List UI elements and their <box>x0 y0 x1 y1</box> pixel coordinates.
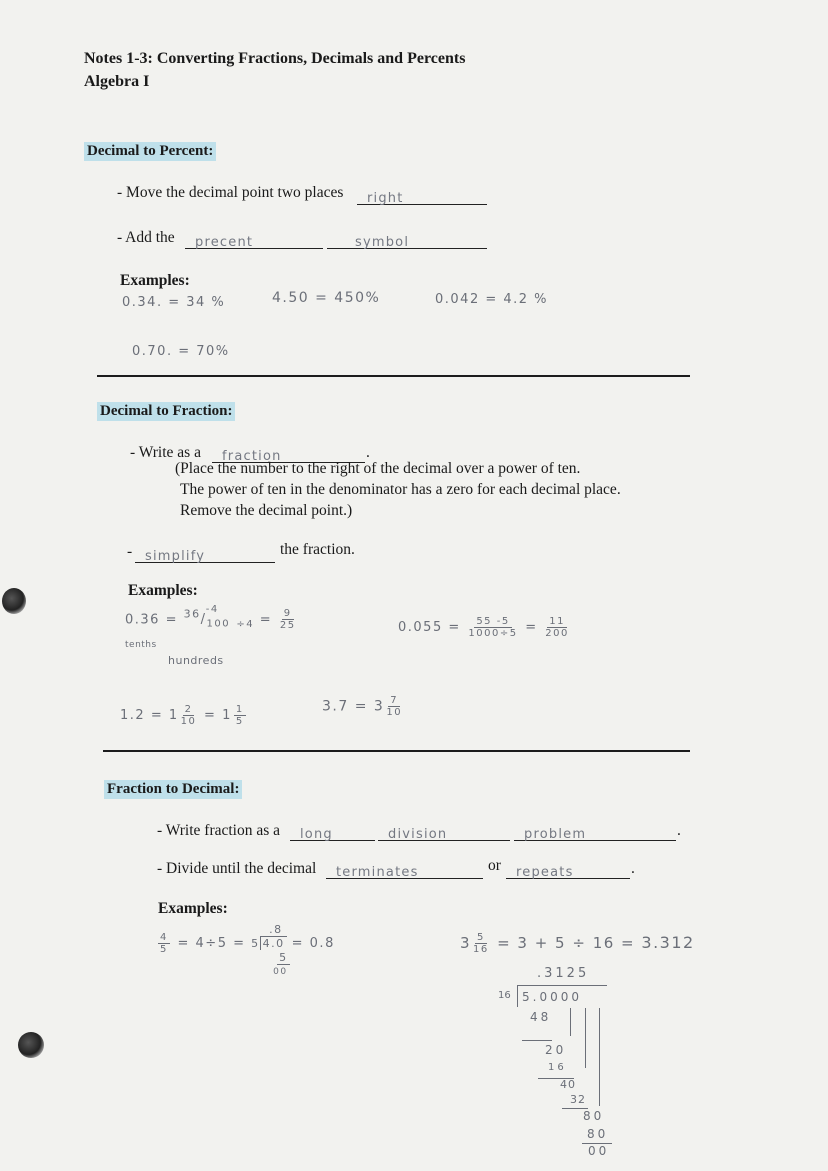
rule-add-the: - Add the <box>117 229 175 246</box>
answer-blank <box>326 860 483 879</box>
fraction: $\frac{1}{5}$ <box>235 704 244 727</box>
divide-note: -4 <box>205 604 219 615</box>
fraction: $\frac{9}{25}$ <box>279 608 296 632</box>
answer-blank <box>378 822 510 841</box>
handwritten-answer: symbol <box>355 235 410 250</box>
page-subtitle: Algebra I <box>84 73 150 90</box>
handwritten-answer: division <box>388 827 448 842</box>
handwritten-answer: precent <box>195 235 254 250</box>
rule-move-decimal: - Move the decimal point two places <box>117 184 344 201</box>
example: 0.34. = 34 % <box>122 295 226 310</box>
section-divider <box>103 750 690 752</box>
example-3-5-16 <box>460 932 695 955</box>
note-line: (Place the number to the right of the decimal over a power of ten. <box>175 460 581 477</box>
rule-divide-until: - Divide until the decimal <box>157 860 317 877</box>
section-heading-fraction-to-decimal: Fraction to Decimal: <box>104 780 242 799</box>
example-1-2 <box>120 704 248 727</box>
handwritten-answer: repeats <box>516 865 574 880</box>
equals: = <box>150 708 164 723</box>
result: 3.312 <box>641 933 695 952</box>
divisor: 16 <box>498 990 511 1001</box>
rule-write-fraction: - Write fraction as a <box>157 822 281 839</box>
bring-down-arrow-line <box>570 1008 571 1036</box>
step: = 3 + 5 ÷ 16 = <box>497 934 636 952</box>
section-divider <box>97 375 690 377</box>
examples-label: Examples: <box>120 272 190 289</box>
handwritten-answer: fraction <box>222 449 282 464</box>
section-heading-decimal-to-fraction: Decimal to Fraction: <box>97 402 235 421</box>
fraction: $\frac{11}{200}$ <box>545 616 569 639</box>
decimal: 0.055 <box>398 620 443 635</box>
example: 0.042 = 4.2 % <box>435 292 549 307</box>
fraction: $^{36}/_{100}$ <box>183 608 231 630</box>
fraction: $\frac{55 -5}{1000\div 5}$ <box>468 616 518 639</box>
label-hundreds: hundreds <box>168 654 224 667</box>
period: . <box>677 822 681 839</box>
handwritten-answer: terminates <box>336 865 419 880</box>
step: 16 <box>548 1062 567 1073</box>
answer-blank <box>327 230 487 249</box>
answer-blank <box>135 544 275 563</box>
step: 48 <box>530 1010 552 1024</box>
examples-label: Examples: <box>158 900 228 917</box>
result: = 0.8 <box>291 936 335 951</box>
section-heading-decimal-to-percent: Decimal to Percent: <box>84 142 216 161</box>
whole: 1 <box>168 708 179 723</box>
bring-down-arrow-line <box>585 1008 586 1068</box>
equals: = <box>354 698 368 715</box>
example-3-7 <box>322 695 404 718</box>
fraction: $\frac{2}{10}$ <box>180 704 197 727</box>
example-0-36 <box>125 604 298 632</box>
step: 00 <box>588 1144 610 1158</box>
handwritten-answer: right <box>367 191 404 206</box>
page-title: Notes 1-3: Converting Fractions, Decimals and Percents <box>84 50 466 67</box>
answer-blank <box>514 822 676 841</box>
or-text: or <box>488 857 501 874</box>
punch-hole <box>2 588 26 614</box>
bring-down-arrow-line <box>599 1008 600 1106</box>
handwritten-answer: long <box>300 827 333 842</box>
equals: = <box>204 708 217 723</box>
fraction: $\frac{5}{16}$ <box>473 932 489 955</box>
example: 0.70. = 70% <box>132 344 230 359</box>
fraction: $\frac{7}{10}$ <box>386 695 403 718</box>
example: 4.50 = 450% <box>272 290 381 306</box>
step: 20 <box>545 1043 567 1057</box>
step: 40 <box>560 1078 576 1091</box>
division-bracket <box>517 985 518 1007</box>
whole: 3 <box>460 934 472 952</box>
equals: = <box>448 620 461 635</box>
answer-blank <box>290 822 375 841</box>
equals: = <box>165 612 178 628</box>
dividend: 5.0000 <box>522 990 582 1004</box>
period: . <box>366 444 370 461</box>
decimal: 0.36 <box>125 612 160 628</box>
rule-write-as: - Write as a <box>130 444 201 461</box>
divide-note: ÷4 <box>236 618 255 630</box>
example-0-055 <box>398 616 571 639</box>
equals: = <box>525 620 538 635</box>
answer-blank <box>185 230 323 249</box>
step: = 4÷5 = <box>177 936 246 951</box>
example-4-5 <box>156 923 335 977</box>
step: 80 <box>587 1127 609 1141</box>
division-bar <box>517 985 607 986</box>
handwritten-answer: simplify <box>145 549 206 564</box>
quotient: .3125 <box>537 966 590 981</box>
dash: - <box>127 543 133 560</box>
note-line: The power of ten in the denominator has a zero for each decimal place. <box>180 481 621 498</box>
punch-hole <box>18 1032 44 1058</box>
step: 80 <box>583 1109 605 1123</box>
examples-label: Examples: <box>128 582 198 599</box>
subtract-line <box>522 1040 552 1041</box>
answer-blank <box>506 860 630 879</box>
fraction: $\frac{4}{5}$ <box>160 932 168 955</box>
decimal: 1.2 <box>120 708 146 723</box>
label-tenths: tenths <box>125 640 157 650</box>
step: 32 <box>570 1093 586 1106</box>
answer-blank <box>357 186 487 205</box>
period: . <box>631 860 635 877</box>
rule-simplify-text: the fraction. <box>280 541 355 558</box>
equals: = <box>259 612 273 628</box>
long-division: 5 4.0 .8 5 00 <box>251 923 288 977</box>
decimal: 3.7 <box>322 698 349 715</box>
whole: 3 <box>373 698 385 715</box>
note-line: Remove the decimal point.) <box>180 502 353 519</box>
handwritten-answer: problem <box>524 827 587 842</box>
whole: 1 <box>222 708 232 723</box>
